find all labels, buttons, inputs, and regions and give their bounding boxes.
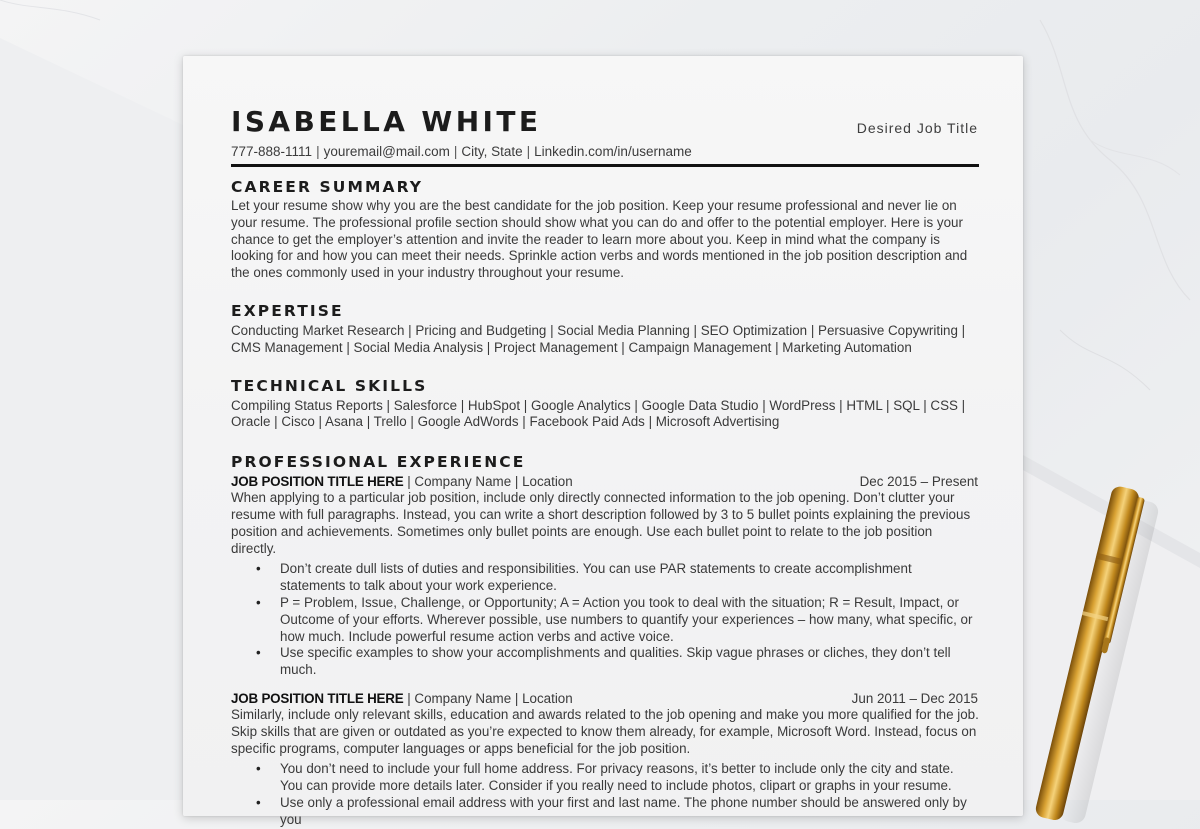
expertise-heading: EXPERTISE [231, 301, 344, 320]
contact-phone: 777-888-1111 [231, 144, 313, 159]
technical-skills-section [231, 376, 979, 432]
contact-separator: | [316, 144, 320, 159]
job-bullet [256, 794, 979, 829]
career-summary-heading: CAREER SUMMARY [231, 178, 424, 196]
technical-skills-list: Compiling Status Reports | Salesforce | HubSpot | Google Analytics | Google Data Studio | WordPress | HTML | SQL | CSS | Oracle | Cisco | Asana | Trello | Google AdWords | Facebook Paid Ads | Microsoft Advertising [231, 397, 966, 430]
job-bullet [256, 594, 979, 645]
job-bullet [256, 645, 979, 679]
job-bullet-text: Use specific examples to show your accomplishments and qualities. Skip vague phrases or cliches, they don’t tell much. [280, 645, 951, 678]
job-bullet-list [231, 561, 979, 679]
resume-header [231, 104, 979, 167]
career-summary-section [231, 177, 979, 282]
bullet-icon: • [256, 761, 261, 777]
job-dates: Jun 2011 – Dec 2015 [851, 690, 978, 706]
career-summary-text: Let your resume show why you are the best candidate for the job position. Keep your resume professional and never lie on your resume. The professional profile section should show what you can do and offer to the potential employer. Here is your chance to get the employer’s attention and invite the reader to learn more about you. Keep in mind what the company is looking for and how you can meet their needs. Sprinkle action verbs and words mentioned in the job position description and the ones commonly used in your industry throughout your resume. [231, 198, 968, 281]
header-divider [231, 164, 979, 167]
job-company-location: | Company Name | Location [403, 690, 573, 706]
job-description: When applying to a particular job position, include only directly connected information to the job opening. Don’t clutter your resume with full paragraphs. Instead, you can write a short description followed by 3 to 5 bullet points explaining the previous position and achievements. Sometimes only bullet points are enough. Use each bullet point to relate to the job position directly. [231, 490, 971, 556]
job-entry [231, 473, 979, 679]
job-header [231, 690, 979, 707]
job-position-title: JOB POSITION TITLE HERE [231, 474, 404, 490]
contact-separator: | [453, 144, 458, 159]
desired-job-title: Desired Job Title [856, 120, 978, 136]
bullet-icon: • [256, 594, 261, 610]
contact-separator: | [526, 144, 531, 159]
resume-content [231, 104, 979, 829]
professional-experience-section [231, 452, 979, 828]
job-bullet [256, 761, 979, 795]
contact-line [231, 144, 979, 160]
job-company-location: | Company Name | Location [403, 474, 573, 490]
contact-location: City, State [461, 144, 523, 159]
bullet-icon: • [256, 561, 261, 577]
professional-experience-heading: PROFESSIONAL EXPERIENCE [231, 453, 526, 472]
job-entry [231, 690, 979, 829]
contact-email: youremail@mail.com [323, 144, 450, 159]
job-bullet-text: You don’t need to include your full home address. For privacy reasons, it’s better to include only the city and state. You can provide more details later. Consider if you really need to include photos, clipart or graphs in your resume. [280, 761, 954, 794]
job-description: Similarly, include only relevant skills, education and awards related to the job opening and make you more qualified for the job. Skip skills that are given or outdated as you’re expected to know them already, for example, Microsoft Word. Instead, focus on specific programs, computer languages or apps beneficial for the job position. [231, 706, 979, 756]
job-dates: Dec 2015 – Present [859, 474, 978, 490]
job-header [231, 473, 979, 490]
job-bullet [256, 561, 979, 595]
resume-page [183, 56, 1023, 827]
expertise-section [231, 301, 979, 357]
candidate-name: ISABELLA WHITE [231, 105, 542, 138]
job-bullet-text: Don’t create dull lists of duties and responsibilities. You can use PAR statements to create accomplishment statements to talk about your work experience. [280, 561, 912, 594]
bullet-icon: • [256, 645, 261, 661]
expertise-list: Conducting Market Research | Pricing and Budgeting | Social Media Planning | SEO Optimization | Persuasive Copywriting | CMS Management | Social Media Analysis | Project Management | Campaign Management | Marketing Automation [231, 322, 966, 355]
bullet-icon: • [256, 794, 261, 810]
contact-linkedin: Linkedin.com/in/username [534, 144, 692, 159]
job-bullet-text: P = Problem, Issue, Challenge, or Opportunity; A = Action you took to deal with the situation; R = Result, Impact, or Outcome of your efforts. Wherever possible, use numbers to quantify your experiences – how many, what specific, or how much. Include powerful resume action verbs and active voice. [280, 594, 973, 644]
job-position-title: JOB POSITION TITLE HERE [231, 690, 404, 706]
job-bullet-list [231, 761, 979, 828]
job-bullet-text: Use only a professional email address with your first and last name. The phone number should be answered only by you [280, 794, 967, 827]
technical-skills-heading: TECHNICAL SKILLS [231, 376, 428, 395]
